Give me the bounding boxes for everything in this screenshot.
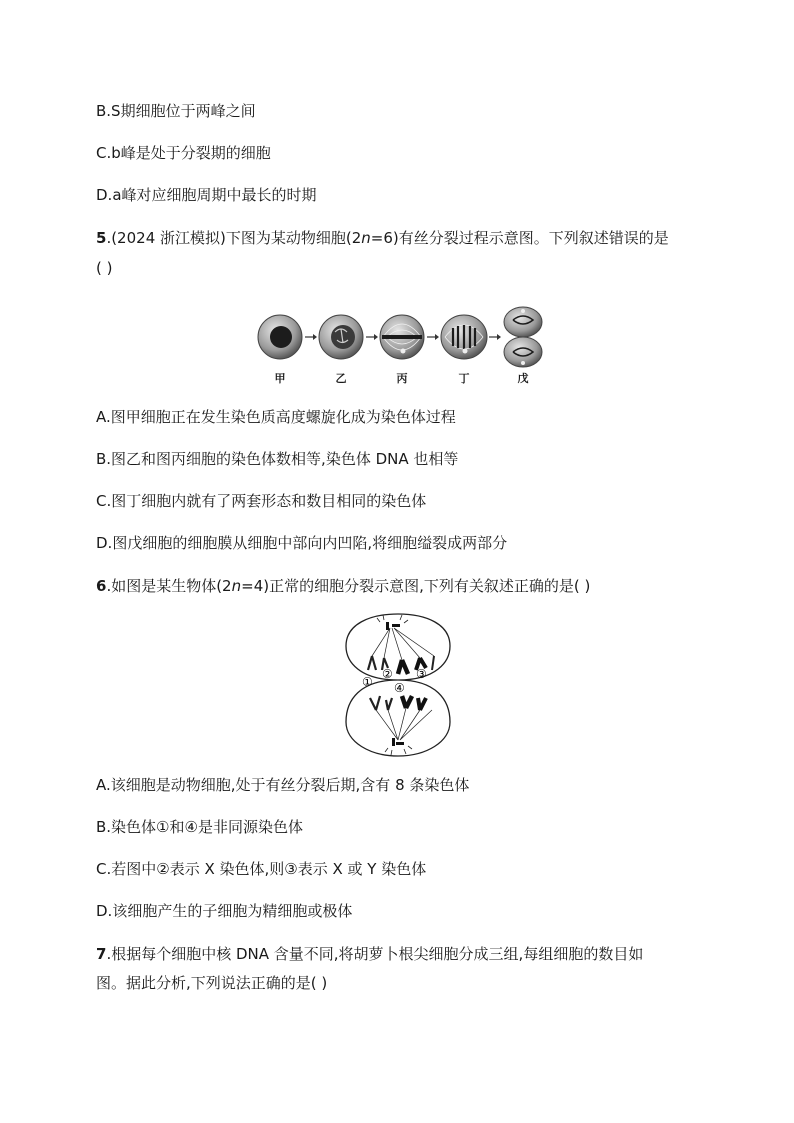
q5-stem-text-b: =6)有丝分裂过程示意图。下列叙述错误的是 bbox=[370, 229, 669, 247]
q7-number: 7 bbox=[96, 945, 107, 963]
arrow-icon bbox=[427, 334, 439, 340]
q6-cell-division-diagram bbox=[340, 610, 456, 760]
cell-stage-yi bbox=[319, 315, 363, 359]
stage-label-ding: 丁 bbox=[458, 372, 470, 385]
q4-option-d: D.a峰对应细胞周期中最长的时期 bbox=[96, 186, 317, 204]
stage-label-jia: 甲 bbox=[274, 372, 286, 385]
q5-answer-paren: ( ) bbox=[96, 259, 113, 277]
chromosome-label-4: ④ bbox=[394, 681, 405, 695]
q6-stem-n: n bbox=[231, 577, 242, 595]
arrow-icon bbox=[489, 334, 501, 340]
chromosome-label-1: ① bbox=[362, 675, 373, 689]
q5-mitosis-figure bbox=[255, 302, 545, 388]
q5-option-c: C.图丁细胞内就有了两套形态和数目相同的染色体 bbox=[96, 492, 427, 510]
q4-option-c: C.b峰是处于分裂期的细胞 bbox=[96, 144, 271, 162]
q7-stem-line-1 bbox=[96, 944, 643, 964]
q5-mitosis-diagram bbox=[255, 302, 545, 372]
chromosome-label-3: ③ bbox=[416, 667, 427, 681]
q5-option-a: A.图甲细胞正在发生染色质高度螺旋化成为染色体过程 bbox=[96, 408, 456, 426]
q6-stem-text-a: .如图是某生物体(2 bbox=[106, 577, 232, 595]
cell-stage-ding bbox=[441, 315, 487, 359]
q6-number: 6 bbox=[96, 577, 107, 595]
q6-option-d: D.该细胞产生的子细胞为精细胞或极体 bbox=[96, 902, 353, 920]
cell-stage-jia bbox=[258, 315, 302, 359]
q5-option-b: B.图乙和图丙细胞的染色体数相等,染色体 DNA 也相等 bbox=[96, 450, 459, 468]
cell-stage-wu bbox=[504, 307, 542, 367]
q5-option-d: D.图戊细胞的细胞膜从细胞中部向内凹陷,将细胞缢裂成两部分 bbox=[96, 534, 508, 552]
q6-stem bbox=[96, 576, 590, 596]
q4-option-b: B.S期细胞位于两峰之间 bbox=[96, 102, 256, 120]
q7-stem-text-1: .根据每个细胞中核 DNA 含量不同,将胡萝卜根尖细胞分成三组,每组细胞的数目如 bbox=[106, 945, 644, 963]
chromosome-label-2: ② bbox=[382, 667, 393, 681]
centrosome-top bbox=[377, 615, 408, 630]
q6-option-b: B.染色体①和④是非同源染色体 bbox=[96, 818, 303, 836]
q5-stem-text-a: .(2024 浙江模拟)下图为某动物细胞(2 bbox=[106, 229, 362, 247]
q6-cell-division-figure bbox=[340, 610, 456, 760]
centrosome-bottom bbox=[385, 738, 412, 755]
stage-label-yi: 乙 bbox=[335, 372, 347, 385]
q6-stem-text-b: =4)正常的细胞分裂示意图,下列有关叙述正确的是( ) bbox=[241, 577, 591, 595]
arrow-icon bbox=[366, 334, 378, 340]
q6-option-c: C.若图中②表示 X 染色体,则③表示 X 或 Y 染色体 bbox=[96, 860, 427, 878]
q6-option-a: A.该细胞是动物细胞,处于有丝分裂后期,含有 8 条染色体 bbox=[96, 776, 470, 794]
q5-stem bbox=[96, 228, 669, 248]
q5-stem-n: n bbox=[361, 229, 371, 247]
arrow-icon bbox=[305, 334, 317, 340]
q5-number: 5 bbox=[96, 229, 107, 247]
stage-label-wu: 戊 bbox=[517, 372, 529, 385]
cell-stage-bing bbox=[380, 315, 424, 359]
stage-label-bing: 丙 bbox=[396, 372, 408, 385]
q7-stem-line-2: 图。据此分析,下列说法正确的是( ) bbox=[96, 974, 328, 992]
